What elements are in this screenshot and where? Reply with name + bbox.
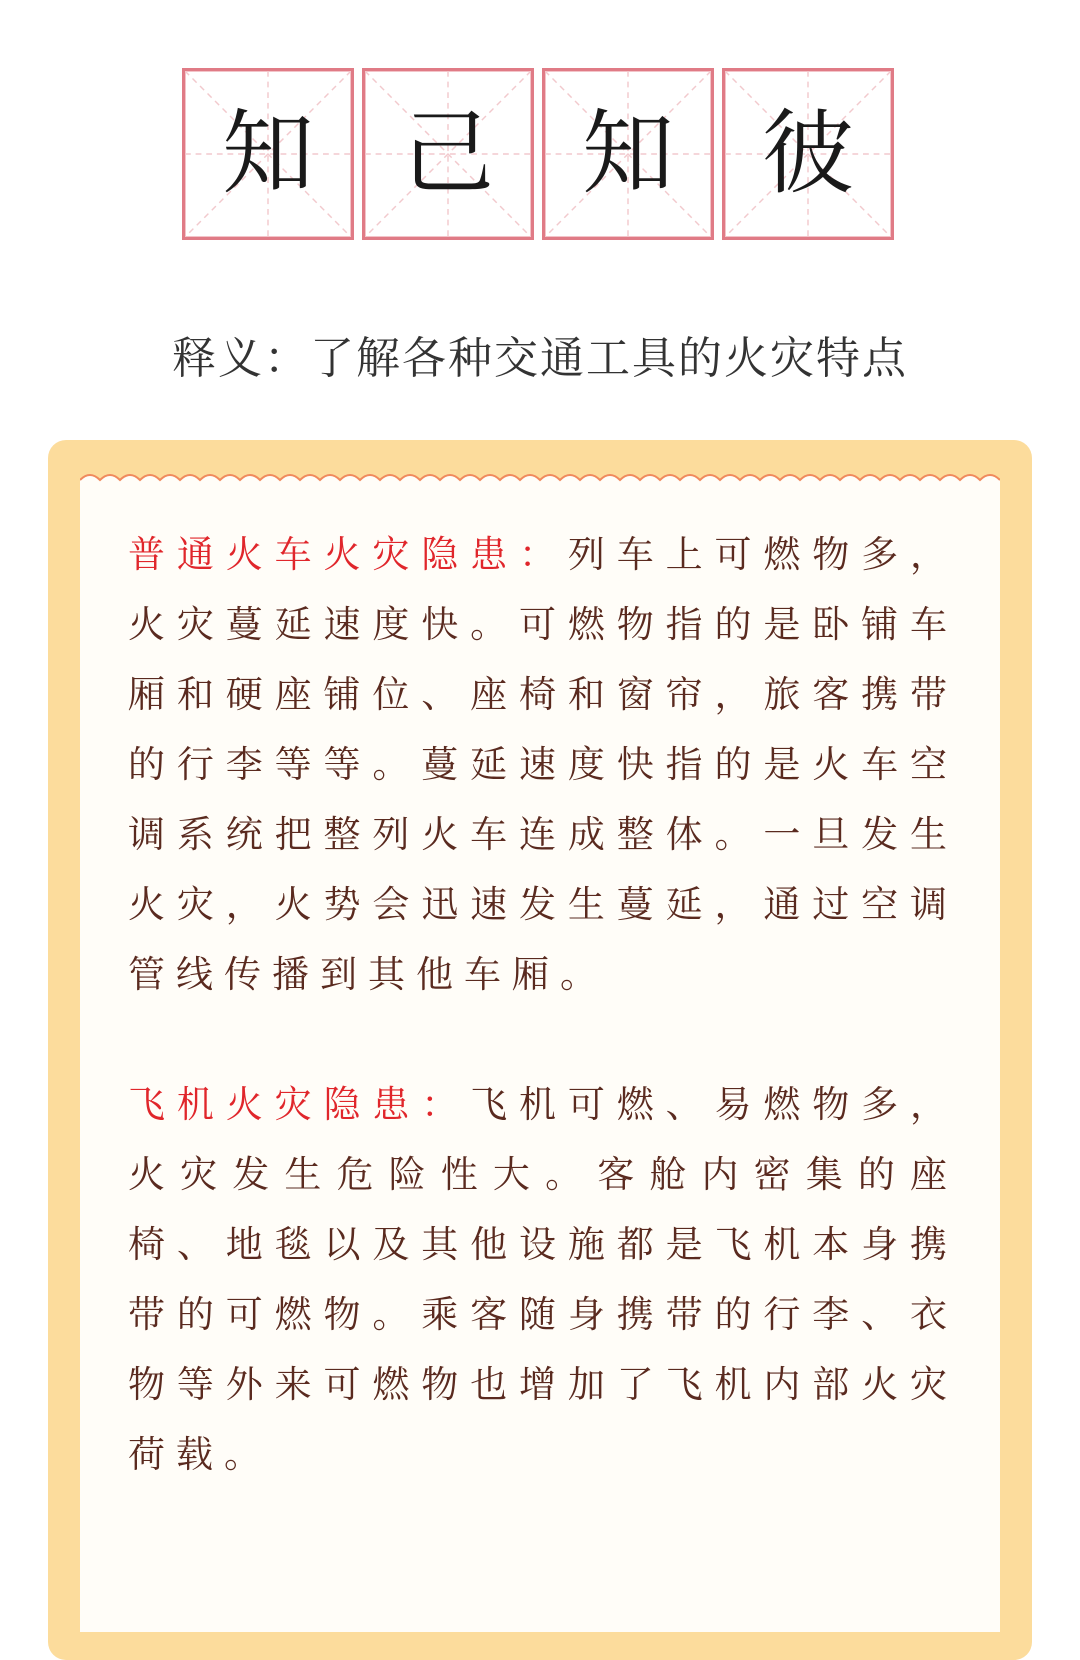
- section-label: 飞机火灾隐患：: [128, 1083, 471, 1126]
- section-train: [128, 520, 958, 1010]
- title-char: 知: [581, 100, 674, 207]
- section-text: 列车上可燃物多，火灾蔓延速度快。可燃物指的是卧铺车厢和硬座铺位、座椅和窗帘，旅客携带的行李等等。蔓延速度快指的是火车空调系统把整列火车连成整体。一旦发生火灾，火势会迅速发生蔓延，通过空调管线传播到其他车厢。: [128, 533, 958, 996]
- title-grid: [182, 68, 898, 240]
- section-text: 飞机可燃、易燃物多，火灾发生危险性大。客舱内密集的座椅、地毯以及其他设施都是飞机本身携带的可燃物。乘客随身携带的行李、衣物等外来可燃物也增加了飞机内部火灾荷载。: [128, 1083, 958, 1476]
- section-plane: [128, 1070, 958, 1490]
- title-char: 己: [401, 100, 494, 207]
- title-char-box: [542, 68, 714, 240]
- title-char-box: [362, 68, 534, 240]
- section-label: 普通火车火灾隐患：: [128, 533, 568, 576]
- subtitle: 释义：了解各种交通工具的火灾特点: [172, 333, 908, 384]
- title-char: 彼: [761, 100, 854, 207]
- title-char-box: [182, 68, 354, 240]
- scallop-edge: [80, 472, 1000, 492]
- title-char-box: [722, 68, 894, 240]
- title-char: 知: [221, 100, 314, 207]
